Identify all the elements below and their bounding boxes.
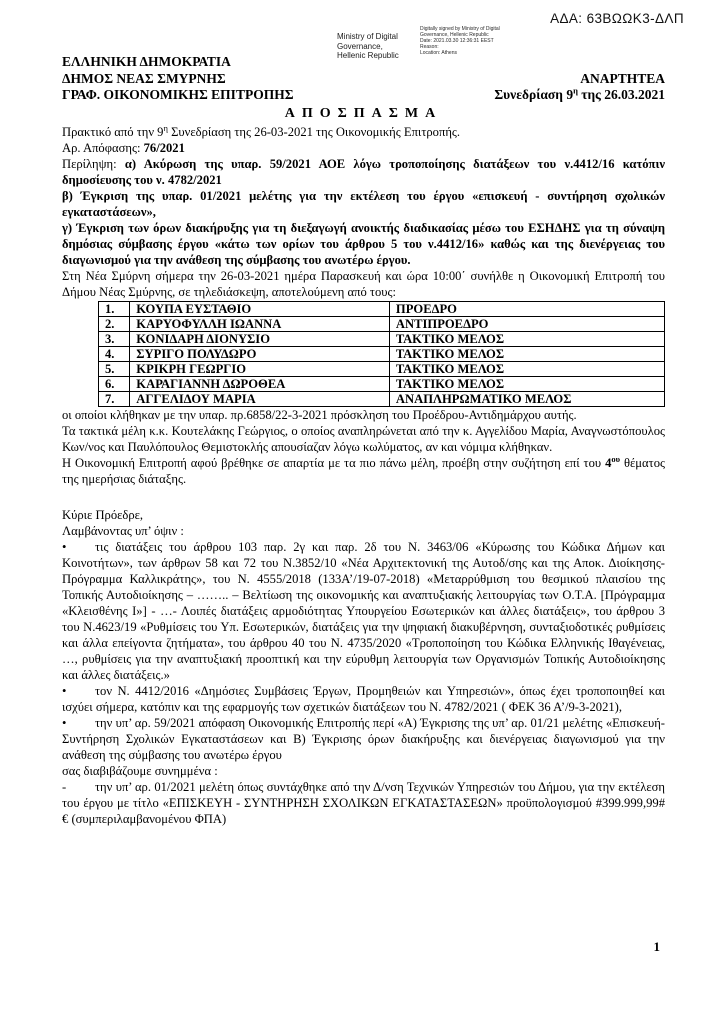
table-row: [99, 376, 665, 391]
table-row: [99, 316, 665, 331]
agenda-item-superscript: ου: [611, 453, 621, 464]
member-name: ΑΓΓΕΛΙΔΟΥ ΜΑΡΙΑ: [130, 391, 390, 406]
paragraph-quorum: Η Οικονομική Επιτροπή αφού βρέθηκε σε απαρτία με τα πιο πάνω μέλη, προέβη στην συζήτηση επί του $4^{o\upsilon}$ θέματος της ημερήσιας διάταξης.: [62, 453, 665, 486]
paragraph-decision-number: Αρ. Απόφασης: 76/2021: [62, 140, 185, 155]
header-right-block: [494, 71, 665, 104]
decision-number-value: 76/2021: [143, 140, 185, 155]
dash-icon: -: [62, 779, 67, 794]
document-content: [62, 54, 665, 827]
member-number: 3.: [99, 331, 130, 346]
member-number: 4.: [99, 346, 130, 361]
table-row: [99, 361, 665, 376]
list-item-decision-59-2021: • την υπ’ αρ. 59/2021 απόφαση Οικονομικής Επιτροπής περί «Α) Έγκρισης της υπ’ αρ. 01/21 μελέτης «Επισκευή-Συντήρηση Σχολικών Εγκαταστάσεων και Β) Έγκρισης όρων διακήρυξης και διενέργειας διαγωνισμού για την ανάθεση της σύμβασης του ανωτέρω έργου: [62, 715, 665, 762]
member-name: ΚΡΙΚΡΗ ΓΕΩΡΓΙΟ: [130, 361, 390, 376]
agenda-item-number: 4: [605, 455, 612, 470]
bullet-icon: •: [62, 715, 67, 730]
page-number: 1: [653, 939, 660, 954]
member-name: ΚΑΡΥΟΦΥΛΛΗ ΙΩΑΝΝΑ: [130, 316, 390, 331]
ada-code: ΑΔΑ: 63ΒΩΩΚ3-ΔΛΠ: [550, 11, 684, 26]
stamp-authority: Ministry of Digital Governance, Hellenic Republic: [337, 32, 399, 60]
paragraph-absent-members: Τα τακτικά μέλη κ.κ. Κουτελάκης Γεώργιος, ο οποίος αναπληρώνεται από την κ. Αγγελίδου Μαρία, Αναγνωστόπουλος Κων/νος και Παυλόπουλος Θεμιστοκλής απουσίαζαν λόγω κωλύματος, αν και νόμιμα κλήθηκαν.: [62, 423, 665, 454]
header-session-line: Συνεδρίαση $9^\eta$ της 26.03.2021: [494, 85, 665, 102]
member-role: ΤΑΚΤΙΚΟ ΜΕΛΟΣ: [389, 331, 664, 346]
member-name: ΚΑΡΑΓΙΑΝΝΗ ΔΩΡΟΘΕΑ: [130, 376, 390, 391]
stamp-reason: Reason:: [420, 44, 439, 50]
bullet-icon: •: [62, 539, 67, 554]
paragraph-summary-a: Περίληψη: α) Ακύρωση της υπαρ. 59/2021 ΑΟΕ λόγω τροποποίησης διατάξεων του ν.4412/16 κατόπιν δημοσίευσης του ν. 4782/2021: [62, 156, 665, 187]
paragraph-praktiko: Πρακτικό από την $9^\eta$ Συνεδρίαση της 26-03-2021 της Οικονομικής Επιτροπής.: [62, 122, 461, 139]
member-role: ΑΝΑΠΛΗΡΩΜΑΤΙΚΟ ΜΕΛΟΣ: [389, 391, 664, 406]
member-name: ΣΥΡΙΓΟ ΠΟΛΥΔΩΡΟ: [130, 346, 390, 361]
list-item-law-4412: • τον Ν. 4412/2016 «Δημόσιες Συμβάσεις Έργων, Προμηθειών και Υπηρεσιών», όπως έχει τροποποιηθεί και ισχύει σήμερα, κατόπιν και της εφαρμογής των σχετικών διατάξεων του Ν. 4782/2021 ( ΦΕΚ 36 Α’/9-3-2021),: [62, 683, 665, 714]
member-name: ΚΟΝΙΔΑΡΗ ΔΙΟΝΥΣΙΟ: [130, 331, 390, 346]
member-number: 2.: [99, 316, 130, 331]
bullet-icon: •: [62, 683, 67, 698]
member-number: 7.: [99, 391, 130, 406]
table-row: [99, 331, 665, 346]
header-municipality: ΔΗΜΟΣ ΝΕΑΣ ΣΜΥΡΝΗΣ: [62, 70, 226, 86]
member-number: 5.: [99, 361, 130, 376]
paragraph-forward: σας διαβιβάζουμε συνημμένα :: [62, 763, 218, 778]
member-role: ΠΡΟΕΔΡΟ: [389, 301, 664, 316]
member-role: ΤΑΚΤΙΚΟ ΜΕΛΟΣ: [389, 376, 664, 391]
table-row: [99, 301, 665, 316]
members-table: [98, 301, 665, 407]
paragraph-meeting: Στη Νέα Σμύρνη σήμερα την 26-03-2021 ημέρα Παρασκευή και ώρα 10:00΄ συνήλθε η Οικονομική Επιτροπή του Δήμου Νέας Σμύρνης, σε τηλεδιάσκεψη, αποτελούμενη από τους:: [62, 268, 665, 299]
header-republic: ΕΛΛΗΝΙΚΗ ΔΗΜΟΚΡΑΤΙΑ: [62, 54, 231, 69]
list-item-attachment-study: - την υπ’ αρ. 01/2021 μελέτη όπως συντάχθηκε από την Δ/νση Τεχνικών Υπηρεσιών του Δήμου, για την εκτέλεση του έργου με τίτλο «ΕΠΙΣΚΕΥΗ - ΣΥΝΤΗΡΗΣΗ ΣΧΟΛΙΚΩΝ ΕΓΚΑΤΑΣΤΑΣΕΩΝ» προϋπολογισμού #399.999,99# € (συμπεριλαμβανομένου ΦΠΑ): [62, 779, 665, 826]
table-row: [99, 346, 665, 361]
header-anartitea: ΑΝΑΡΤΗΤΕΑ: [580, 70, 665, 86]
document-header: [62, 54, 665, 104]
member-role: ΤΑΚΤΙΚΟ ΜΕΛΟΣ: [389, 346, 664, 361]
document-title: ΑΠΟΣΠΑΣΜΑ: [284, 105, 443, 121]
paragraph-summary-c: γ) Έγκριση των όρων διακήρυξης για τη διεξαγωγή ανοικτής διαδικασίας μέσω του ΕΣΗΔΗΣ για τη σύναψη δημόσιας σύμβασης έργου «κάτω των ορίων του άρθρου 5 του ν.4412/16» καθώς και της διενέργειας του διαγωνισμού για την ανάθεση της σύμβασης του ανωτέρω έργου.: [62, 220, 665, 267]
table-row: [99, 391, 665, 406]
paragraph-invitation: οι οποίοι κλήθηκαν με την υπαρ. πρ.6858/22-3-2021 πρόσκληση του Προέδρου-Αντιδημάρχου αυτής.: [62, 407, 577, 422]
praktiko-superscript: η: [163, 122, 168, 133]
member-name: ΚΟΥΠΑ ΕΥΣΤΑΘΙΟ: [130, 301, 390, 316]
member-number: 1.: [99, 301, 130, 316]
stamp-location: Location: Athens: [420, 50, 457, 56]
session-superscript: η: [573, 85, 578, 96]
member-role: ΤΑΚΤΙΚΟ ΜΕΛΟΣ: [389, 361, 664, 376]
stamp-date: Date: 2021.03.30 12:36:31 EEST: [420, 38, 494, 44]
paragraph-summary-b: β) Έγκριση της υπαρ. 01/2021 μελέτης για την εκτέλεση του έργου «επισκευή - συντήρηση σχολικών εγκαταστάσεων»,: [62, 188, 665, 219]
paragraph-considering: Λαμβάνοντας υπ’ όψιν :: [62, 523, 184, 538]
stamp-signed-by: Digitally signed by Ministry of Digital Governance, Hellenic Republic: [420, 26, 500, 38]
paragraph-salutation: Κύριε Πρόεδρε,: [62, 507, 144, 522]
member-role: ΑΝΤΙΠΡΟΕΔΡΟ: [389, 316, 664, 331]
member-number: 6.: [99, 376, 130, 391]
list-item-provisions: • τις διατάξεις του άρθρου 103 παρ. 2γ και παρ. 2δ του Ν. 3463/06 «Κύρωσης του Κώδικα Δήμων και Κοινοτήτων», των άρθρων 58 και 72 του Ν.3852/10 «Νέα Αρχιτεκτονική της Αυτοδ/σης και της Αποκ. Διοίκησης-Πρόγραμμα Καλλικράτης», του Ν. 4555/2018 (133Α’/19-07-2018) «Μεταρρύθμιση του θεσμικού πλαισίου της Τοπικής Αυτοδιοίκησης – …….. – Βελτίωση της οικονομικής και αναπτυξιακής λειτουργίας των Ο.Τ.Α. [Πρόγραμμα «Κλεισθένης Ι»] - …- Λοιπές διατάξεις αρμοδιότητας Υπουργείου Εσωτερικών και άλλες διατάξεις», του άρθρου 3 του Ν.4623/19 «Ρυθμίσεις του Υπ. Εσωτερικών, διατάξεις για την ψηφιακή διακυβέρνηση, συνταξιοδοτικές ρυθμίσεις και άλλα επείγοντα ζητήματα», του άρθρου 40 του Ν. 4735/2020 «Τροποποίηση του Κώδικα Ελληνικής Ιθαγένειας, …, ρυθμίσεις για την αναπτυξιακή προοπτική και την εύρυθμη λειτουργία των Οργανισμών Τοπικής Αυτοδιοίκησης και άλλες διατάξεις.»: [62, 539, 665, 682]
header-office: ΓΡΑΦ. ΟΙΚΟΝΟΜΙΚΗΣ ΕΠΙΤΡΟΠΗΣ: [62, 87, 294, 102]
